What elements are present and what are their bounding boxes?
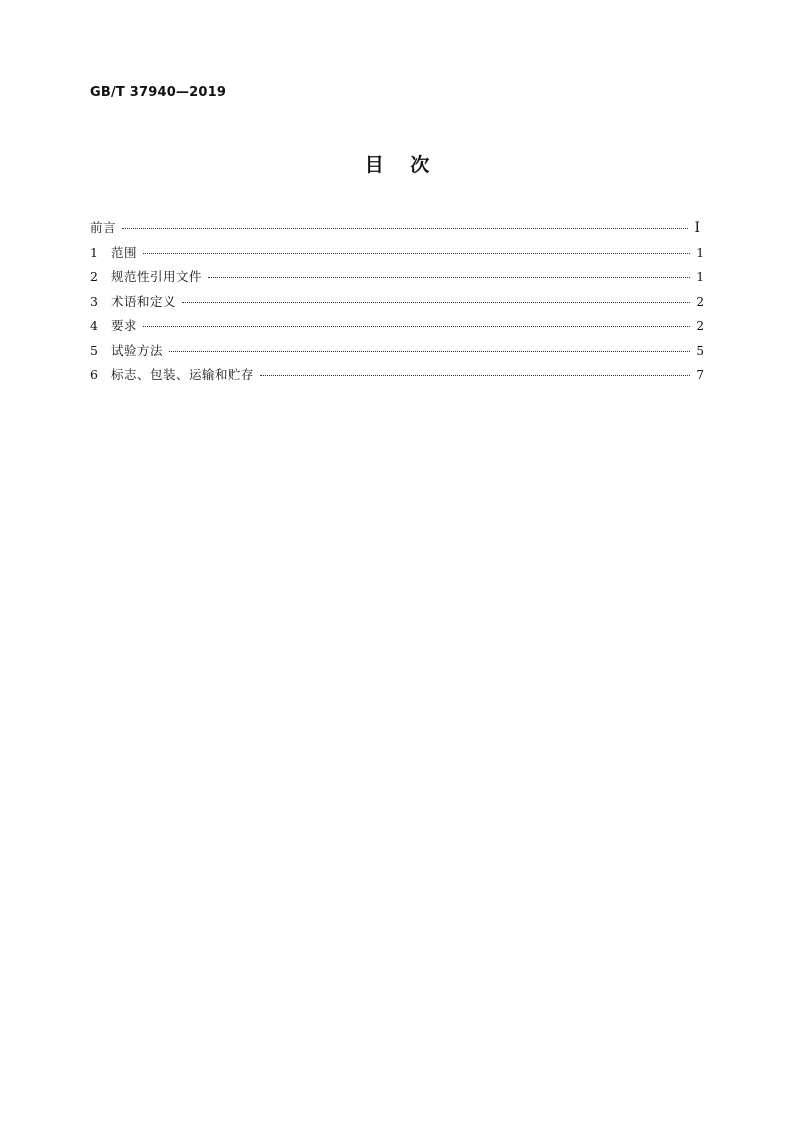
toc-entry-number: 4 [90, 318, 98, 333]
toc-entry-page: 1 [696, 270, 704, 284]
toc-leader-dots [143, 326, 690, 327]
toc-entry-label: 术语和定义 [111, 293, 177, 309]
toc-leader-dots [143, 253, 690, 254]
toc-title: 目 次 [364, 154, 430, 176]
toc-entry-normative-references[interactable] [90, 265, 704, 290]
toc-entry-foreword[interactable] [90, 216, 704, 241]
toc-entry-label: 规范性引用文件 [111, 269, 203, 284]
toc-entry-label: 前言 [90, 220, 117, 235]
toc-leader-dots [208, 277, 690, 278]
toc-entry-requirements[interactable] [90, 314, 704, 339]
toc-entry-label: 范围 [111, 244, 138, 260]
toc-leader-dots [182, 302, 690, 303]
toc-entry-label: 要求 [111, 318, 138, 333]
toc-entry-page: I [694, 220, 700, 236]
toc-entry-page: 1 [696, 245, 704, 260]
toc-entry-page: 7 [696, 368, 704, 382]
standard-code: GB/T 37940—2019 [90, 85, 227, 100]
toc-entry-label: 试验方法 [111, 342, 164, 358]
toc-entry-page: 2 [696, 294, 704, 309]
toc-entry-terms-definitions[interactable] [90, 290, 704, 315]
toc-list [90, 216, 704, 388]
toc-leader-dots [122, 228, 688, 229]
toc-entry-label: 标志、包装、运输和贮存 [111, 367, 255, 382]
toc-entry-page: 2 [696, 319, 704, 333]
toc-entry-number: 2 [90, 269, 98, 284]
toc-entry-number: 6 [90, 367, 98, 382]
toc-entry-scope[interactable] [90, 241, 704, 266]
toc-entry-page: 5 [696, 343, 704, 358]
toc-entry-number: 1 [90, 244, 98, 260]
toc-entry-number: 3 [90, 293, 98, 309]
toc-leader-dots [260, 375, 690, 376]
toc-entry-marking-packaging[interactable] [90, 363, 704, 388]
toc-leader-dots [169, 351, 690, 352]
toc-entry-test-methods[interactable] [90, 339, 704, 364]
toc-entry-number: 5 [90, 342, 98, 358]
